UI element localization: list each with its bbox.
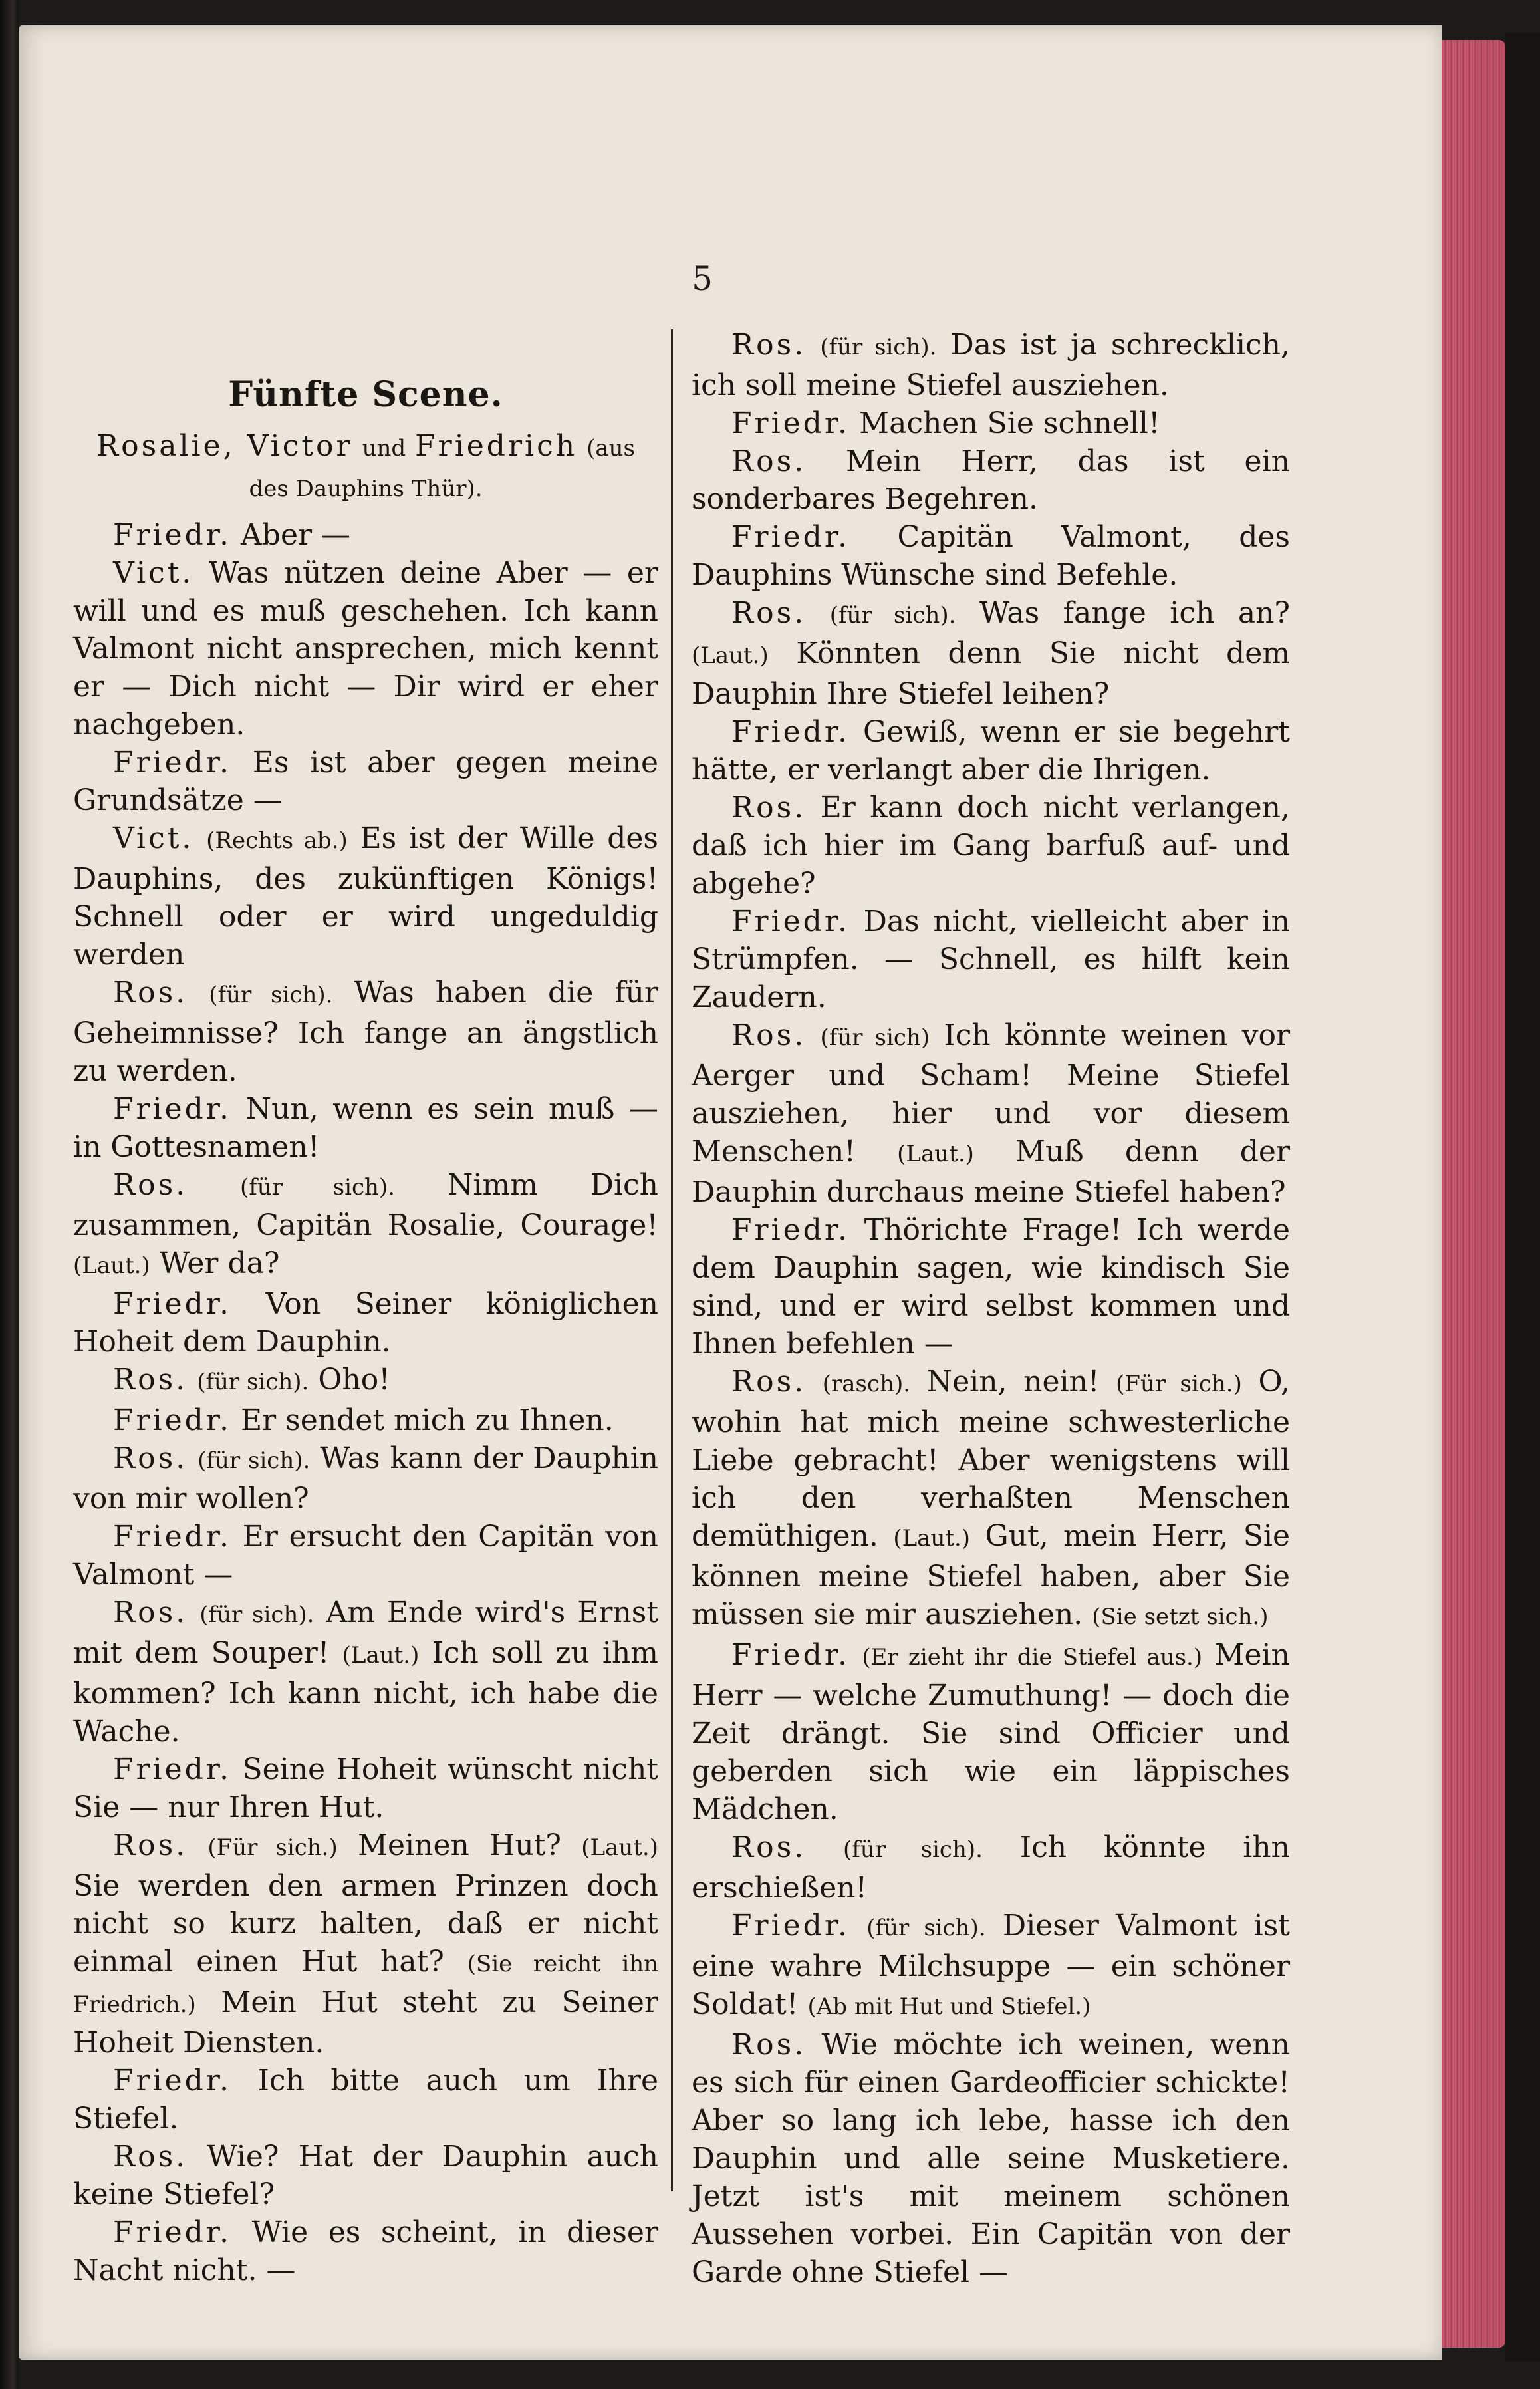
stage-direction: (für sich).: [209, 982, 333, 1008]
dialogue-line: [73, 1166, 658, 1285]
dialogue-line: [73, 2213, 658, 2289]
dialogue-text: Das nicht, vielleicht aber in Strümpfen. — Schnell, es hilft kein Zaudern.: [692, 905, 1290, 1014]
speaker-name: Ros.: [731, 596, 807, 630]
cast-list: [73, 427, 658, 508]
speaker-name: Ros.: [731, 2028, 807, 2062]
stage-direction: (Für sich.): [207, 1834, 338, 1861]
stage-direction: (Sie reicht ihn Friedrich.): [73, 1951, 658, 2018]
speaker-name: Ros.: [113, 1363, 188, 1397]
dialogue-line: [692, 713, 1290, 789]
stage-direction: (Rechts ab.): [206, 827, 348, 854]
dialogue-text: Er sendet mich zu Ihnen.: [241, 1403, 614, 1437]
dialogue-line: [73, 1826, 658, 2062]
page-edge-shadow: [1505, 33, 1540, 2361]
dialogue-text: Nun, wenn es sein muß — in Gottesnamen!: [73, 1092, 658, 1164]
speaker-name: Ros.: [113, 976, 188, 1010]
dialogue-text: Dieser Valmont ist eine wahre Milchsuppe — ein schöner Soldat!: [692, 1909, 1290, 2021]
dialogue-line: [692, 518, 1290, 594]
stage-direction: (Laut.): [692, 642, 769, 669]
dialogue-text: Könnten denn Sie nicht dem Dauphin Ihre Stiefel leihen?: [692, 636, 1290, 711]
stage-direction: (Er zieht ihr die Stiefel aus.): [862, 1644, 1203, 1671]
dialogue-line: [73, 744, 658, 819]
dialogue-line: [692, 1363, 1290, 1636]
stage-direction: (Sie setzt sich.): [1092, 1604, 1269, 1630]
speaker-name: Friedr.: [113, 518, 232, 552]
dialogue-line: [73, 2138, 658, 2213]
speaker-name: Ros.: [731, 1365, 807, 1399]
page-edge-red: [1442, 40, 1505, 2348]
speaker-name: Ros.: [731, 1018, 807, 1052]
stage-direction: (Laut.): [73, 1252, 150, 1279]
speaker-name: Friedr.: [731, 1909, 850, 1943]
speaker-name: Friedr.: [731, 406, 850, 440]
dialogue-line: [73, 516, 658, 554]
dialogue-text: Thörichte Frage! Ich werde dem Dauphin sagen, wie kindisch Sie sind, und er wird selbst kommen und Ihnen befehlen —: [692, 1213, 1290, 1361]
dialogue-line: [73, 2062, 658, 2138]
dialogue-text: Was nützen deine Aber — er will und es muß geschehen. Ich kann Valmont nicht ansprechen, mich kennt er — Dich nicht — Dir wird er eher nachgeben.: [73, 556, 658, 742]
dialogue-line: [692, 442, 1290, 518]
column-divider: [671, 329, 673, 2191]
dialogue-text: Mein Herr, das ist ein sonderbares Begehren.: [692, 444, 1290, 516]
page-number: 5: [692, 259, 713, 298]
speaker-name: Friedr.: [113, 2064, 232, 2098]
dialogue-text: Gewiß, wenn er sie begehrt hätte, er verlangt aber die Ihrigen.: [692, 715, 1290, 787]
dialogue-text: Ich könnte weinen vor Aerger und Scham! Meine Stiefel ausziehen, hier und vor diesem Menschen!: [692, 1018, 1290, 1169]
dialogue-text: Wie? Hat der Dauphin auch keine Stiefel?: [73, 2140, 658, 2211]
stage-direction: (für sich).: [197, 1447, 311, 1474]
speaker-name: Friedr.: [731, 905, 850, 938]
speaker-name: Ros.: [113, 1828, 188, 1862]
stage-direction: (für sich).: [820, 334, 937, 360]
dialogue-text: Capitän Valmont, des Dauphins Wünsche sind Befehle.: [692, 520, 1290, 592]
stage-direction: (für sich).: [829, 602, 956, 629]
dialogue-text: Sie sind Officier und geberden sich wie ein läppisches Mädchen.: [692, 1717, 1290, 1826]
speaker-name: Friedr.: [113, 1753, 232, 1786]
dialogue-text: Gut, mein Herr, Sie können meine Stiefel haben, aber Sie müssen sie mir ausziehen.: [692, 1519, 1290, 1631]
dialogue-text: Es ist aber gegen meine Grundsätze —: [73, 746, 658, 817]
speaker-name: Friedr.: [113, 1287, 232, 1321]
dialogue-line: [73, 1518, 658, 1594]
speaker-name: Friedr.: [113, 746, 232, 779]
dialogue-line: [73, 1439, 658, 1518]
dialogue-text: Aber —: [241, 518, 351, 552]
dialogue-text: Mein Herr — welche Zumuthung! — doch die Zeit drängt.: [692, 1638, 1290, 1751]
dialogue-text: Wie möchte ich weinen, wenn es sich für einen Gardeofficier schickte! Aber so lang ich lebe, hasse ich den Dauphin und alle seine Musketiere. Jetzt ist's mit meinem schönen Aussehen vorbei. Ein Capitän von der Garde ohne Stiefel —: [692, 2028, 1290, 2289]
stage-direction: (Für sich.): [1116, 1371, 1242, 1397]
dialogue-line: [692, 789, 1290, 903]
stage-direction: (rasch).: [822, 1371, 911, 1397]
dialogue-text: Was haben die für Geheimnisse? Ich fange an ängstlich zu werden.: [73, 976, 658, 1088]
stage-direction: (Ab mit Hut und Stiefel.): [807, 1993, 1091, 2020]
dialogue-text: Von Seiner königlichen Hoheit dem Dauphin.: [73, 1287, 658, 1359]
dialogue-text: Es ist der Wille des Dauphins, des zukünftigen Königs! Schnell oder er wird ungeduldig werden: [73, 821, 658, 972]
right-column: [692, 326, 1290, 2291]
stage-direction: (für sich).: [842, 1836, 983, 1863]
stage-direction: (Laut.): [581, 1834, 658, 1861]
dialogue-text: Er kann doch nicht verlangen, daß ich hier im Gang barfuß auf- und abgehe?: [692, 791, 1290, 901]
cast-names: Rosalie, Victor: [96, 429, 353, 463]
speaker-name: Vict.: [113, 821, 194, 855]
stage-direction: (für sich): [820, 1024, 930, 1051]
dialogue-text: Ich bitte auch um Ihre Stiefel.: [73, 2064, 658, 2136]
stage-direction: (für sich).: [199, 1602, 315, 1628]
speaker-name: Ros.: [731, 444, 807, 478]
left-column: [73, 326, 658, 2289]
dialogue-line: [692, 1907, 1290, 2026]
dialogue-line: [73, 974, 658, 1090]
speaker-name: Friedr.: [731, 1638, 850, 1672]
dialogue-line: [73, 1361, 658, 1401]
dialogue-line: [692, 1211, 1290, 1363]
dialogue-line: [692, 903, 1290, 1016]
dialogue-line: [73, 1751, 658, 1826]
stage-direction: (für sich).: [240, 1174, 395, 1200]
dialogue-text: Wer da?: [159, 1246, 280, 1280]
dialogue-text: Mein Hut steht zu Seiner Hoheit Diensten.: [73, 1985, 658, 2060]
dialogue-line: [692, 594, 1290, 713]
speaker-name: Ros.: [113, 1168, 188, 1202]
scene-title: Fünfte Scene.: [228, 374, 503, 415]
dialogue-line: [692, 2026, 1290, 2291]
dialogue-line: [692, 404, 1290, 442]
speaker-name: Ros.: [113, 1441, 188, 1475]
stage-direction: (Laut.): [897, 1141, 974, 1167]
dialogue-line: [73, 1594, 658, 1751]
dialogue-line: [692, 1016, 1290, 1211]
dialogue-line: [692, 1636, 1290, 1828]
dialogue-text: Wie es scheint, in dieser Nacht nicht. —: [73, 2215, 658, 2287]
speaker-name: Friedr.: [113, 1520, 232, 1554]
dialogue-line: [73, 819, 658, 974]
dialogue-text: Ich soll zu ihm kommen? Ich kann nicht, ich habe die Wache.: [73, 1636, 658, 1749]
speaker-name: Ros.: [731, 791, 807, 825]
dialogue-line: [692, 1828, 1290, 1907]
dialogue-text: Er ersucht den Capitän von Valmont —: [73, 1520, 658, 1592]
dialogue-text: Nimm Dich zusammen, Capitän Rosalie, Courage!: [73, 1168, 658, 1242]
speaker-name: Ros.: [113, 2140, 188, 2174]
stage-direction: (für sich).: [197, 1369, 309, 1395]
dialogue-text: O, wohin hat mich meine schwesterliche Liebe gebracht! Aber wenigstens will ich den verhaßten Menschen demüthigen.: [692, 1365, 1290, 1553]
cast-name2: Friedrich: [415, 429, 578, 463]
stage-direction: (Laut.): [893, 1525, 971, 1552]
stage-direction: (für sich).: [866, 1915, 986, 1941]
cast-und: und: [362, 435, 406, 462]
speaker-name: Friedr.: [731, 715, 850, 749]
speaker-name: Friedr.: [731, 1213, 850, 1247]
dialogue-line: [692, 326, 1290, 404]
dialogue-text: Machen Sie schnell!: [859, 406, 1160, 440]
cast-direction: (aus des Dauphins Thür).: [249, 435, 635, 502]
dialogue-text: Meinen Hut?: [357, 1828, 562, 1862]
dialogue-text: Muß denn der Dauphin durchaus meine Stiefel haben?: [692, 1135, 1290, 1209]
dialogue-text: Nein, nein!: [926, 1365, 1100, 1399]
stage-direction: (Laut.): [342, 1642, 420, 1669]
dialogue-line: [73, 1285, 658, 1361]
speaker-name: Ros.: [731, 1830, 807, 1864]
speaker-name: Ros.: [113, 1596, 188, 1629]
left-lines: [73, 516, 658, 2289]
speaker-name: Friedr.: [731, 520, 850, 554]
dialogue-text: Was fange ich an?: [979, 596, 1290, 630]
speaker-name: Ros.: [731, 328, 807, 362]
book-gutter: [0, 0, 19, 2389]
dialogue-text: Ich könnte ihn erschießen!: [692, 1830, 1290, 1905]
dialogue-text: Sie werden den armen Prinzen doch nicht so kurz halten, daß er nicht einmal einen Hut hat?: [73, 1869, 658, 1979]
speaker-name: Friedr.: [113, 2215, 232, 2249]
right-lines: [692, 326, 1290, 2291]
speaker-name: Vict.: [113, 556, 194, 590]
dialogue-text: Seine Hoheit wünscht nicht Sie — nur Ihren Hut.: [73, 1753, 658, 1824]
speaker-name: Friedr.: [113, 1092, 232, 1126]
speaker-name: Friedr.: [113, 1403, 232, 1437]
dialogue-line: [73, 554, 658, 744]
dialogue-text: Am Ende wird's Ernst mit dem Souper!: [73, 1596, 658, 1670]
dialogue-line: [73, 1090, 658, 1166]
dialogue-text: Oho!: [318, 1363, 390, 1397]
dialogue-text: Das ist ja schrecklich, ich soll meine Stiefel ausziehen.: [692, 328, 1290, 402]
dialogue-line: [73, 1401, 658, 1439]
dialogue-text: Was kann der Dauphin von mir wollen?: [73, 1441, 659, 1516]
